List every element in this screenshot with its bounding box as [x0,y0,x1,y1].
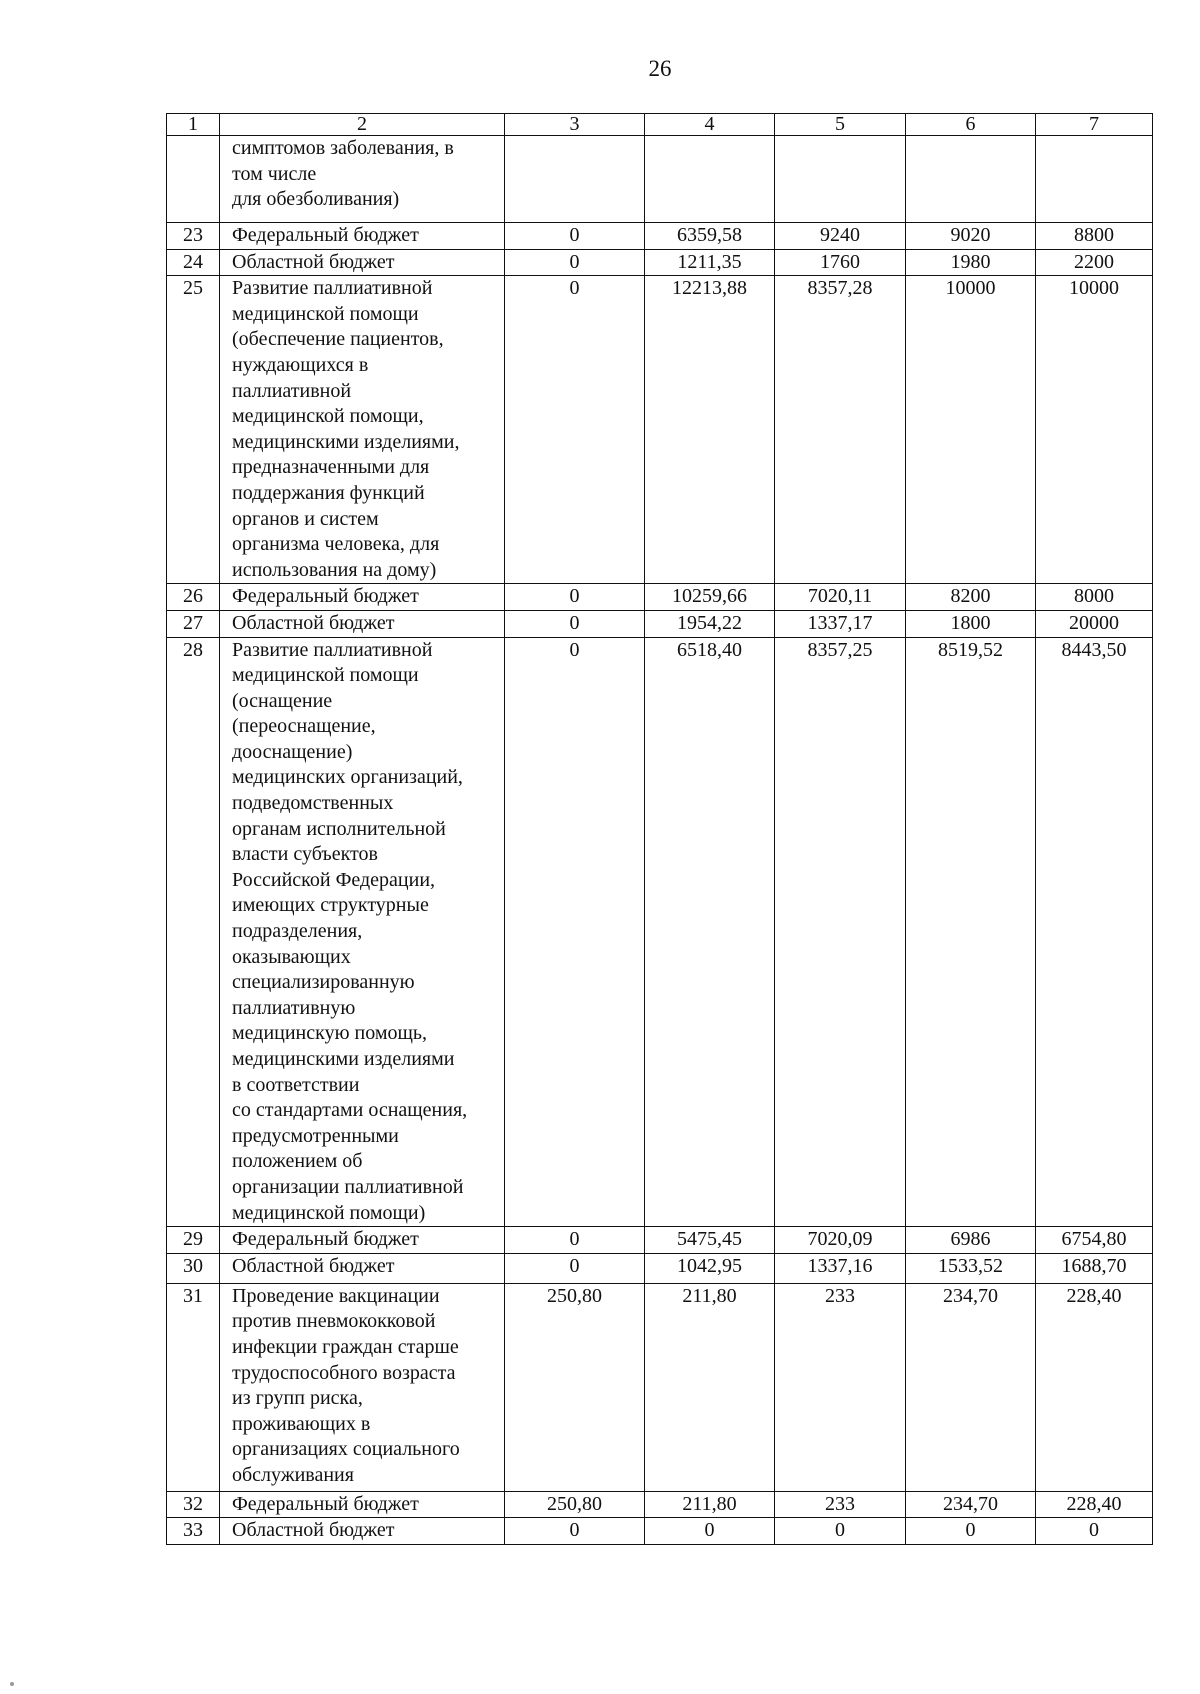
description-line: (обеспечение пациентов, [232,328,444,351]
row-description [220,637,505,1227]
description-line: дооснащение) [232,740,353,763]
value-cell-3 [505,136,645,223]
description-line: предусмотренными [232,1124,399,1147]
description-line: Областной бюджет [232,611,395,634]
header-row [167,114,1153,136]
value-cell-7: 10000 [1036,276,1153,584]
value-cell-7 [1036,136,1153,223]
row-number: 32 [167,1491,220,1518]
table-row [167,637,1153,1227]
description-line: оказывающих [232,945,351,968]
description-line: подразделения, [232,920,363,943]
description-line: организации паллиативной [232,1175,464,1198]
budget-table [166,113,1153,1545]
row-number: 29 [167,1227,220,1254]
row-number: 27 [167,610,220,637]
description-line: том числе [232,162,317,185]
row-description [220,1253,505,1283]
description-line: в соответствии [232,1073,360,1096]
description-line: (переоснащение, [232,715,376,738]
description-line: из групп риска, [232,1387,363,1410]
row-number: 30 [167,1253,220,1283]
description-line: положением об [232,1150,363,1173]
description-line: Областной бюджет [232,1254,395,1277]
row-number [167,136,220,223]
header-cell: 1 [167,114,220,136]
description-line: трудоспособного возраста [232,1361,456,1384]
description-line: Развитие паллиативной [232,638,433,661]
value-cell-5: 1337,16 [775,1253,906,1283]
value-cell-7: 228,40 [1036,1283,1153,1491]
description-line: Областной бюджет [232,1519,395,1542]
value-cell-6: 9020 [906,223,1036,250]
table-row [167,249,1153,276]
header-cell: 5 [775,114,906,136]
value-cell-4: 211,80 [645,1283,775,1491]
table-row [167,1253,1153,1283]
description-line: симптомов заболевания, в [232,137,454,159]
description-line: обслуживания [232,1463,354,1486]
description-line: Федеральный бюджет [232,1228,419,1251]
value-cell-6: 1800 [906,610,1036,637]
value-cell-5: 1760 [775,249,906,276]
description-line: медицинскими изделиями, [232,430,460,453]
value-cell-3: 0 [505,637,645,1227]
table-row [167,1227,1153,1254]
description-line: для обезболивания) [232,188,400,211]
description-line: власти субъектов [232,843,378,866]
value-cell-6: 1533,52 [906,1253,1036,1283]
value-cell-7: 8443,50 [1036,637,1153,1227]
header-cell: 7 [1036,114,1153,136]
description-line: организациях социального [232,1438,460,1461]
description-line: специализированную [232,971,415,994]
value-cell-3: 0 [505,610,645,637]
description-line: имеющих структурные [232,894,429,917]
value-cell-4: 6518,40 [645,637,775,1227]
row-description [220,1227,505,1254]
table-row [167,136,1153,223]
description-line: организма человека, для [232,533,440,556]
value-cell-3: 0 [505,1253,645,1283]
value-cell-3: 250,80 [505,1491,645,1518]
value-cell-6: 10000 [906,276,1036,584]
value-cell-5: 9240 [775,223,906,250]
header-cell: 4 [645,114,775,136]
value-cell-4: 211,80 [645,1491,775,1518]
row-description [220,223,505,250]
description-line: Областной бюджет [232,250,395,273]
description-line: Федеральный бюджет [232,224,419,246]
value-cell-5: 1337,17 [775,610,906,637]
description-line: медицинскую помощь, [232,1022,428,1045]
table-row [167,223,1153,250]
value-cell-5 [775,136,906,223]
row-number: 31 [167,1283,220,1491]
value-cell-7: 8800 [1036,223,1153,250]
value-cell-4: 1954,22 [645,610,775,637]
value-cell-4: 1042,95 [645,1253,775,1283]
description-line: органам исполнительной [232,817,446,840]
value-cell-7: 1688,70 [1036,1253,1153,1283]
value-cell-4: 5475,45 [645,1227,775,1254]
value-cell-5: 8357,25 [775,637,906,1227]
value-cell-3: 0 [505,276,645,584]
value-cell-3: 0 [505,1518,645,1545]
value-cell-6: 8200 [906,584,1036,611]
value-cell-4: 1211,35 [645,249,775,276]
description-line: проживающих в [232,1412,371,1435]
value-cell-5: 7020,11 [775,584,906,611]
row-number: 23 [167,223,220,250]
row-description [220,1283,505,1491]
value-cell-3: 0 [505,584,645,611]
description-line: паллиативную [232,996,356,1019]
description-line: Развитие паллиативной [232,277,433,300]
description-line: Проведение вакцинации [232,1284,440,1307]
description-line: инфекции граждан старше [232,1335,459,1358]
row-number: 28 [167,637,220,1227]
value-cell-7: 228,40 [1036,1491,1153,1518]
table-row [167,584,1153,611]
row-description [220,1491,505,1518]
description-line: нуждающихся в [232,353,369,376]
scan-speck [10,1682,14,1686]
description-line: Федеральный бюджет [232,1492,419,1515]
value-cell-6: 6986 [906,1227,1036,1254]
description-line: подведомственных [232,792,394,815]
value-cell-6: 8519,52 [906,637,1036,1227]
value-cell-7: 2200 [1036,249,1153,276]
description-line: (оснащение [232,689,333,712]
row-description [220,136,505,223]
description-line: медицинской помощи) [232,1201,426,1224]
value-cell-3: 0 [505,249,645,276]
value-cell-3: 0 [505,223,645,250]
description-line: предназначенными для [232,456,430,479]
table-row [167,1283,1153,1491]
description-line: паллиативной [232,379,352,402]
value-cell-5: 7020,09 [775,1227,906,1254]
description-line: Российской Федерации, [232,868,436,891]
page-number: 26 [648,56,672,81]
description-line: медицинскими изделиями [232,1048,455,1070]
description-line: медицинских организаций, [232,766,463,789]
value-cell-4: 10259,66 [645,584,775,611]
row-number: 26 [167,584,220,611]
description-line: медицинской помощи [232,664,419,687]
value-cell-5: 8357,28 [775,276,906,584]
header-cell: 2 [220,114,505,136]
header-cell: 6 [906,114,1036,136]
row-description [220,249,505,276]
value-cell-7: 0 [1036,1518,1153,1545]
value-cell-5: 0 [775,1518,906,1545]
description-line: со стандартами оснащения, [232,1099,468,1122]
description-line: поддержания функций [232,481,425,504]
value-cell-7: 6754,80 [1036,1227,1153,1254]
value-cell-5: 233 [775,1283,906,1491]
value-cell-7: 20000 [1036,610,1153,637]
description-line: органов и систем [232,507,379,530]
row-number: 25 [167,276,220,584]
value-cell-6: 234,70 [906,1491,1036,1518]
value-cell-4: 6359,58 [645,223,775,250]
value-cell-3: 250,80 [505,1283,645,1491]
value-cell-4 [645,136,775,223]
value-cell-6 [906,136,1036,223]
value-cell-7: 8000 [1036,584,1153,611]
value-cell-4: 0 [645,1518,775,1545]
row-number: 24 [167,249,220,276]
row-description [220,610,505,637]
row-description [220,1518,505,1545]
description-line: против пневмококковой [232,1310,436,1333]
value-cell-6: 0 [906,1518,1036,1545]
value-cell-4: 12213,88 [645,276,775,584]
value-cell-6: 1980 [906,249,1036,276]
value-cell-3: 0 [505,1227,645,1254]
table-row [167,1491,1153,1518]
table-row [167,276,1153,584]
row-description [220,276,505,584]
description-line: медицинской помощи, [232,405,424,428]
description-line: медицинской помощи [232,302,419,325]
value-cell-6: 234,70 [906,1283,1036,1491]
value-cell-5: 233 [775,1491,906,1518]
header-cell: 3 [505,114,645,136]
table-row [167,610,1153,637]
table-row [167,1518,1153,1545]
description-line: использования на дому) [232,558,437,581]
row-number: 33 [167,1518,220,1545]
description-line: Федеральный бюджет [232,585,419,608]
row-description [220,584,505,611]
